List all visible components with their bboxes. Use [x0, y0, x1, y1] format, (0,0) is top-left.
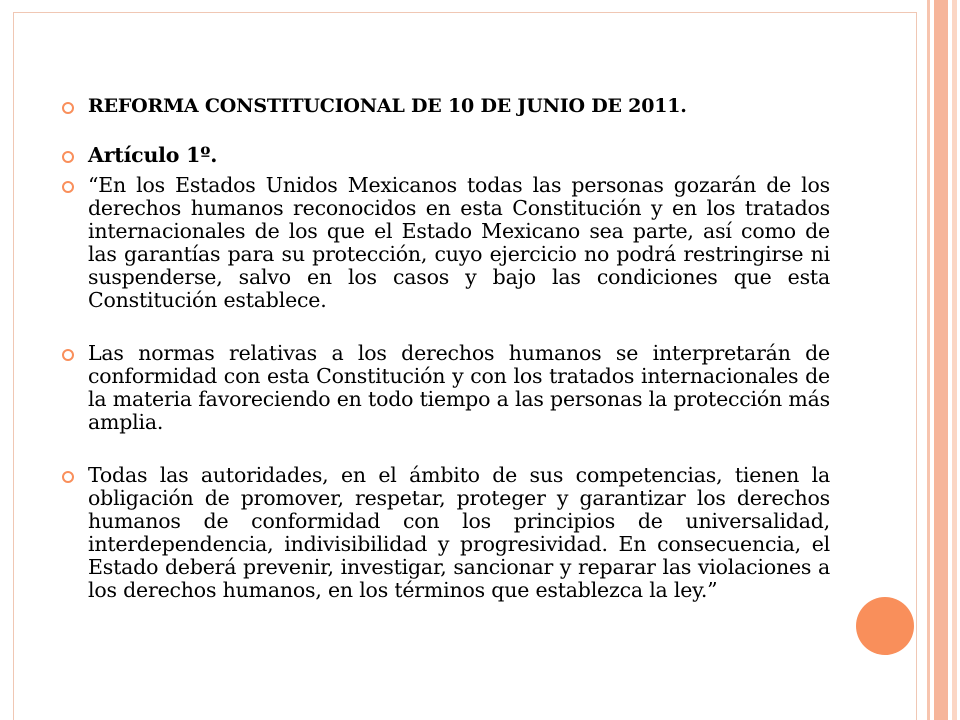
- reform-title: REFORMA CONSTITUCIONAL DE 10 DE JUNIO DE 2011.: [88, 95, 687, 117]
- bullet-circle-icon: [62, 102, 74, 114]
- article-paragraph-3: Todas las autoridades, en el ámbito de sus competencias, tienen la obligación de promover, respetar, proteger y garantizar los derechos humanos de conformidad con los principios de universalidad, interdependencia, indivisibilidad y progresividad. En consecuencia, el Estado deberá prevenir, investigar, sancionar y reparar las violaciones a los derechos humanos, en los términos que establezca la ley.”: [88, 463, 830, 602]
- slide-content: [60, 95, 830, 602]
- stripe-wide: [934, 0, 948, 720]
- stripe-left: [927, 0, 930, 720]
- bullet-circle-icon: [62, 471, 74, 483]
- article-heading: Artículo 1º.: [88, 143, 218, 167]
- bullet-circle-icon: [62, 349, 74, 361]
- bullet-item-article: [60, 144, 830, 167]
- bullet-circle-icon: [62, 151, 74, 163]
- decorative-orange-circle: [856, 597, 914, 655]
- bullet-item-paragraph-3: [60, 464, 830, 602]
- bullet-item-paragraph-2: [60, 342, 830, 434]
- stripe-right: [952, 0, 957, 720]
- bullet-item-title: [60, 95, 830, 118]
- article-paragraph-2: Las normas relativas a los derechos humanos se interpretarán de conformidad con esta Constitución y con los tratados internacionales de la materia favoreciendo en todo tiempo a las personas la protección más amplia.: [88, 341, 830, 434]
- bullet-item-paragraph-1: [60, 174, 830, 312]
- decorative-stripes: [920, 0, 960, 720]
- bullet-circle-icon: [62, 181, 74, 193]
- article-paragraph-1: “En los Estados Unidos Mexicanos todas las personas gozarán de los derechos humanos reconocidos en esta Constitución y en los tratados internacionales de los que el Estado Mexicano sea parte, así como de las garantías para su protección, cuyo ejercicio no podrá restringirse ni suspenderse, salvo en los casos y bajo las condiciones que esta Constitución establece.: [88, 173, 830, 312]
